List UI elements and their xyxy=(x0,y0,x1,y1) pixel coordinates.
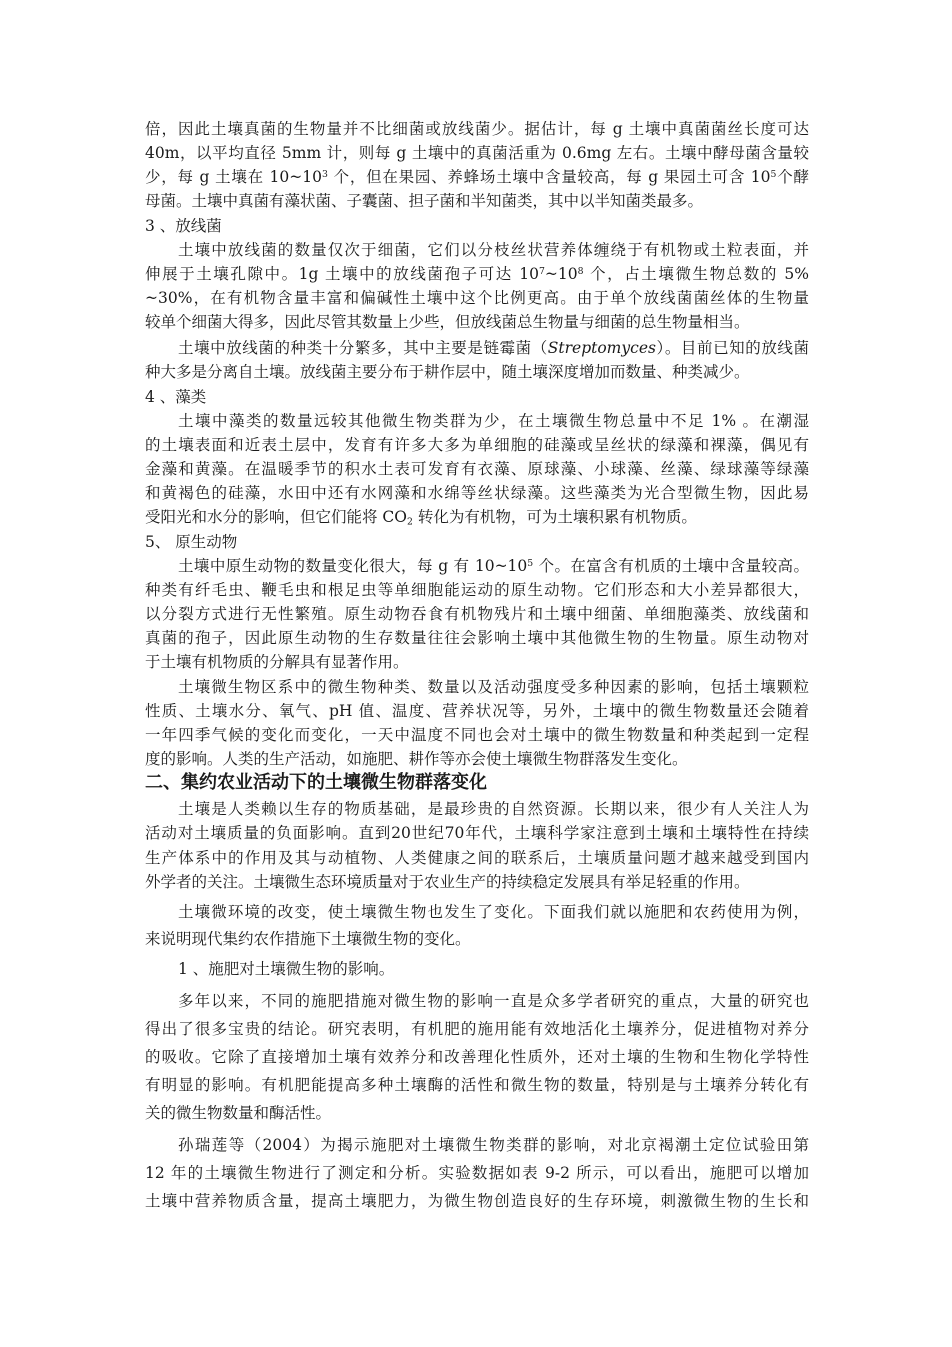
paragraph-line: 土壤微生物区系中的微生物种类、数量以及活动强度受多种因素的影响，包括土壤颗粒 xyxy=(178,678,809,696)
paragraph-line: 土壤微环境的改变，使土壤微生物也发生了变化。下面我们就以施肥和农药使用为例， xyxy=(178,903,809,921)
paragraph-line: 多年以来，不同的施肥措施对微生物的影响一直是众多学者研究的重点，大量的研究也 xyxy=(178,992,809,1010)
paragraph-line: 倍，因此土壤真菌的生物量并不比细菌或放线菌少。据估计，每 g 土壤中真菌菌丝长度可达 xyxy=(145,120,809,138)
paragraph-line: ~30%，在有机物含量丰富和偏碱性土壤中这个比例更高。由于单个放线菌菌丝体的生物量 xyxy=(145,289,809,307)
paragraph-line: 得出了很多宝贵的结论。研究表明，有机肥的施用能有效地活化土壤养分，促进植物对养分 xyxy=(145,1020,809,1038)
subheading-algae: 4 、藻类 xyxy=(145,388,207,406)
paragraph-line: 40m，以平均直径 5mm 计，则每 g 土壤中的真菌活重为 0.6mg 左右。土壤中酵母菌含量较 xyxy=(145,144,809,162)
subheading-actinomycetes: 3 、放线菌 xyxy=(145,217,222,235)
species-name: Streptomyces xyxy=(547,339,656,357)
paragraph-line: 外学者的关注。土壤微生态环境质量对于农业生产的持续稳定发展具有举足轻重的作用。 xyxy=(145,873,750,891)
paragraph-line: 真菌的孢子，因此原生动物的生存数量往往会影响土壤中其他微生物的生物量。原生动物对 xyxy=(145,629,809,647)
paragraph-line: 于土壤有机物质的分解具有显著作用。 xyxy=(145,653,409,671)
paragraph-line: 生产体系中的作用及其与动植物、人类健康之间的联系后，土壤质量问题才越来越受到国内 xyxy=(145,849,809,867)
subheading-protozoa: 5、 原生动物 xyxy=(145,533,238,551)
paragraph-line: 伸展于土壤孔隙中。1g 土壤中的放线菌孢子可达 $10^7\sim 10^8$ 个，占土壤微生物总数的 5% xyxy=(145,265,809,283)
paragraph-line: 种类有纤毛虫、鞭毛虫和根足虫等单细胞能运动的原生动物。它们形态和大小差异都很大， xyxy=(145,581,809,599)
paragraph-line: 受阳光和水分的影响，但它们能将 $CO_2$ 转化为有机物，可为土壤积累有机物质。 xyxy=(145,508,697,528)
paragraph-line: 土壤是人类赖以生存的物质基础，是最珍贵的自然资源。长期以来，很少有人关注人为 xyxy=(178,800,809,818)
paragraph-line: 土壤中藻类的数量远较其他微生物类群为少，在土壤微生物总量中不足 1% 。在潮湿 xyxy=(178,412,809,430)
paragraph-line: 以分裂方式进行无性繁殖。原生动物吞食有机物残片和土壤中细菌、单细胞藻类、放线菌和 xyxy=(145,605,809,623)
paragraph-line: 土壤中放线菌的种类十分繁多，其中主要是链霉菌（Streptomyces）。目前已知的放线菌 xyxy=(178,339,809,357)
paragraph-line: 有明显的影响。有机肥能提高多种土壤酶的活性和微生物的数量，特别是与土壤养分转化有 xyxy=(145,1076,809,1094)
paragraph-line: 少，每 g 土壤在 $10\sim 10^3$ 个，但在果园、养蜂场土壤中含量较高，每 g 果园土可含 $10^5$个酵 xyxy=(145,168,809,186)
paragraph-line: 和黄褐色的硅藻，水田中还有水网藻和水绵等丝状绿藻。这些藻类为光合型微生物，因此易 xyxy=(145,484,809,502)
paragraph-line: 关的微生物数量和酶活性。 xyxy=(145,1104,332,1122)
paragraph-line: 来说明现代集约农作措施下土壤微生物的变化。 xyxy=(145,930,471,948)
paragraph-line: 性质、土壤水分、氧气、pH 值、温度、营养状况等，另外，土壤中的微生物数量还会随着 xyxy=(145,702,809,720)
subheading-fertilization: 1 、施肥对土壤微生物的影响。 xyxy=(178,960,395,978)
paragraph-line: 的吸收。它除了直接增加土壤有效养分和改善理化性质外，还对土壤的生物和生物化学特性 xyxy=(145,1048,809,1066)
paragraph-line: 较单个细菌大得多，因此尽管其数量上少些，但放线菌总生物量与细菌的总生物量相当。 xyxy=(145,313,750,331)
paragraph-line: 12 年的土壤微生物进行了测定和分析。实验数据如表 9-2 所示，可以看出，施肥可以增加 xyxy=(145,1164,809,1182)
paragraph-line: 土壤中放线菌的数量仅次于细菌，它们以分枝丝状营养体缠绕于有机物或土粒表面，并 xyxy=(178,241,809,259)
paragraph-line: 母菌。土壤中真菌有藻状菌、子囊菌、担子菌和半知菌类，其中以半知菌类最多。 xyxy=(145,192,704,210)
paragraph-line: 土壤中营养物质含量，提高土壤肥力，为微生物创造良好的生存环境，刺激微生物的生长和 xyxy=(145,1192,809,1210)
section-heading: 二、集约农业活动下的土壤微生物群落变化 xyxy=(145,772,487,793)
paragraph-line: 度的影响。人类的生产活动，如施肥、耕作等亦会使土壤微生物群落发生变化。 xyxy=(145,750,688,768)
paragraph-line: 种大多是分离自土壤。放线菌主要分布于耕作层中，随土壤深度增加而数量、种类减少。 xyxy=(145,363,750,381)
paragraph-line: 活动对土壤质量的负面影响。直到20世纪70年代，土壤科学家注意到土壤和土壤特性在持续 xyxy=(145,824,809,842)
paragraph-line: 孙瑞莲等（2004）为揭示施肥对土壤微生物类群的影响，对北京褐潮土定位试验田第 xyxy=(178,1136,809,1154)
paragraph-line: 的土壤表面和近表土层中，发育有许多大多为单细胞的硅藻或呈丝状的绿藻和裸藻，偶见有 xyxy=(145,436,809,454)
paragraph-line: 一年四季气候的变化而变化，一天中温度不同也会对土壤中的微生物数量和种类起到一定程 xyxy=(145,726,809,744)
paragraph-line: 金藻和黄藻。在温暖季节的积水土表可发育有衣藻、原球藻、小球藻、丝藻、绿球藻等绿藻 xyxy=(145,460,809,478)
paragraph-line: 土壤中原生动物的数量变化很大，每 g 有 $10\sim 10^5$ 个。在富含有机质的土壤中含量较高。 xyxy=(178,557,809,575)
